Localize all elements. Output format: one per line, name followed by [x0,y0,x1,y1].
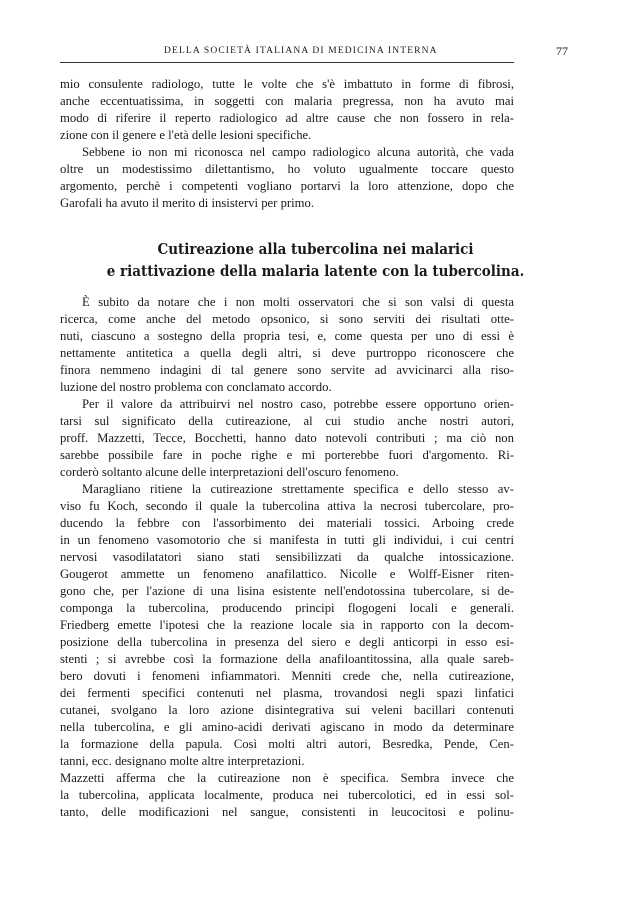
text-line: oltre un modestissimo dilettantismo, ho voluto ugualmente toccare questo [60,162,514,176]
text-line: modo di riferire il reperto radiologico ad altre cause che non fossero in rela- [60,111,514,125]
text-line: nettamente antitetica a quella degli altri, si deve purtroppo riconoscere che [60,346,514,360]
text-line: tarsi sul significato della cutireazione, al cui studio anche nostri autori, [60,414,514,428]
text-line: anche eccentuatissima, in soggetti con malaria pregressa, non ha avuto mai [60,94,514,108]
text-line: corderò soltanto alcune delle interpretazioni dell'oscuro fenomeno. [60,465,399,479]
text-line: in un fenomeno vasomotorio che si manifesta in tutti gli individui, i cui centri [60,533,514,547]
text-line: viso fu Koch, secondo il quale la tubercolina attiva la necrosi tubercolare, pro- [60,499,514,513]
header-rule [60,62,514,63]
text-line: dei fermenti specifici contenuti nel plasma, trovandosi negli spazi linfatici [60,686,514,700]
running-title: DELLA SOCIETÀ ITALIANA DI MEDICINA INTERNA [164,46,438,56]
text-line: argomento, perchè i competenti vogliano portarvi la loro attenzione, dopo che [60,179,514,193]
text-line: Per il valore da attribuirvi nel nostro caso, potrebbe essere opportuno orien- [82,397,514,411]
text-line: bero dovuti i fenomeni infiammatori. Menniti crede che, nella cutireazione, [60,669,514,683]
text-line: componga la tubercolina, producendo principi flogogeni locali e generali. [60,601,514,615]
text-line: luzione del nostro problema con conclamato accordo. [60,380,332,394]
text-line: finora nemmeno indagini di tal genere sono servite ad avvicinarci alla riso- [60,363,514,377]
text-line: zione con il genere e l'età delle lesioni specifiche. [60,128,312,142]
text-line: È subito da notare che i non molti osservatori che si son valsi di questa [82,295,514,309]
page-number: 77 [556,44,568,58]
text-line: sarebbe possibile fare in poche righe e mi porterebbe fuori d'argomento. Ri- [60,448,514,462]
text-line: ricerca, come anche del metodo opsonico, si sono serviti dei risultati otte- [60,312,514,326]
text-line: nella tubercolina, e gli amino-acidi derivati agiscano in modo da determinare [60,720,514,734]
text-line: Gougerot ammette un fenomeno anafilattico. Nicolle e Wolff-Eisner riten- [60,567,514,581]
text-line: Friedberg emette l'ipotesi che la reazione locale sia in rapporto con la decom- [60,618,514,632]
text-line: stenti ; si avrebbe così la formazione della anafiloantitossina, alla quale sareb- [60,652,514,666]
text-line: posizione della tubercolina in presenza del siero e degli anticorpi in esso esi- [60,635,514,649]
section-heading-line-1: Cutireazione alla tubercolina nei malarici [157,241,474,258]
text-line: Maragliano ritiene la cutireazione strettamente specifica e dello stesso av- [82,482,514,496]
text-line: mio consulente radiologo, tutte le volte che s'è imbattuto in forme di fibrosi, [60,77,514,91]
text-line: cutanei, svolgano la loro azione disintegrativa sui veleni bacillari contenuti [60,703,514,717]
text-line: Garofali ha avuto il merito di insistervi per primo. [60,196,315,210]
text-line: nervosi vasodilatatori siano stati sensibilizzati da qualche intossicazione. [60,550,514,564]
text-line: ducendo la febbre con l'assorbimento dei materiali tossici. Arboing crede [60,516,514,530]
text-line: gono che, per l'azione di una lisina esistente nell'endotossina tubercolare, si de- [60,584,514,598]
running-header [60,40,568,60]
text-line: tanni, ecc. designano molte altre interpretazioni. [60,754,305,768]
text-line: Mazzetti afferma che la cutireazione non è specifica. Sembra invece che [60,771,514,785]
text-line: la tubercolina, applicata localmente, produca nei tubercolotici, ed in essi sol- [60,788,514,802]
section-heading-line-2: e riattivazione della malaria latente con la tubercolina. [106,263,525,280]
text-line: tanto, delle modificazioni nel sangue, consistenti in leucocitosi e polinu- [60,805,514,819]
text-line: proff. Mazzetti, Tecce, Bocchetti, hanno dato notevoli contributi ; ma ciò non [60,431,514,445]
text-line: nuti, ciascuno a sostegno della propria tesi, e, come questa per uno di essi è [60,329,514,343]
text-line: Sebbene io non mi riconosca nel campo radiologico alcuna autorità, che vada [82,145,514,159]
text-line: la formazione della papula. Così molti altri autori, Besredka, Pende, Cen- [60,737,514,751]
